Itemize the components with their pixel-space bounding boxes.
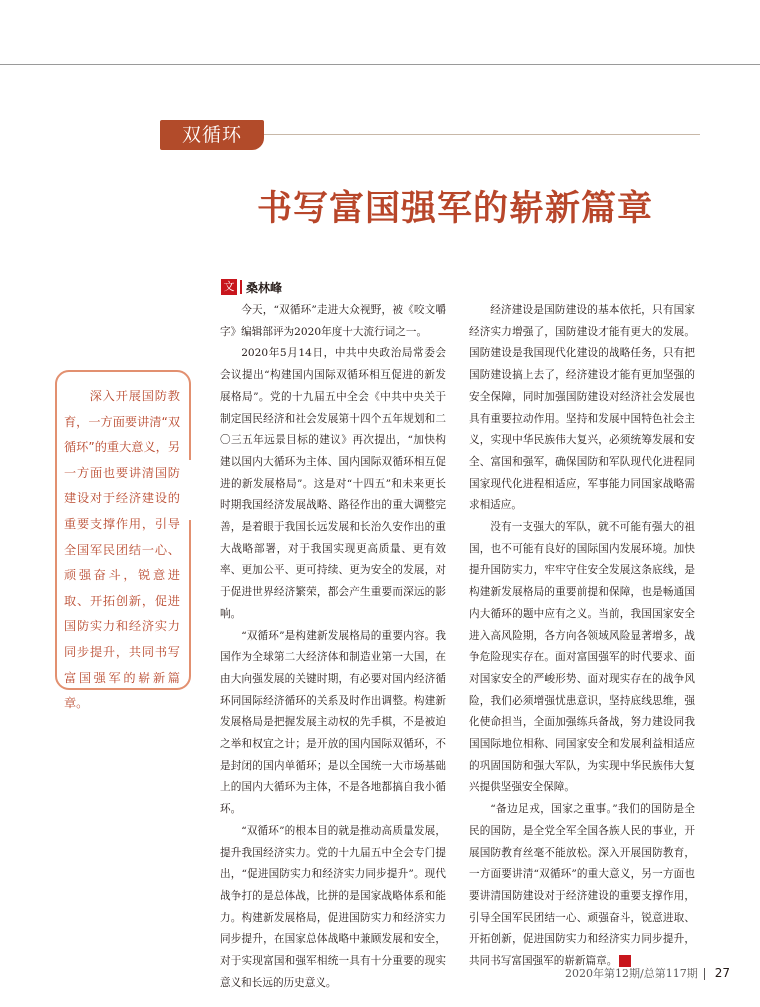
paragraph: 今天，“双循环”走进大众视野，被《咬文嚼字》编辑部评为2020年度十大流行词之一。 — [220, 304, 446, 338]
page-footer: 2020年第12期/总第117期 27 — [565, 966, 730, 980]
paragraph: 经济建设是国防建设的基本依托，只有国家经济实力增强了，国防建设才能有更大的发展。国防建设是我国现代化建设的战略任务，只有把国防建设搞上去了，经济建设才能有更加坚强的安全保障，同时加强国防建设对经济社会发展也具有重要拉动作用。坚持和发展中国特色社会主义，实现中华民族伟大复兴，必须统筹发展和安全、富国和强军，确保国防和军队现代化进程同国家现代化进程相适应，军事能力同国家战略需求相适应。 — [469, 304, 695, 512]
byline — [221, 278, 282, 296]
paragraph: 2020年5月14日，中共中央政治局常委会会议提出“构建国内国际双循环相互促进的新发展格局”。党的十九届五中全会《中共中央关于制定国民经济和社会发展第十四个五年规划和二〇三五年远景目标的建议》再次提出，“加快构建以国内大循环为主体、国内国际双循环相互促进的新发展格局”。这是对“十四五”和未来更长时期我国经济发展战略、路径作出的重大调整完善，是着眼于我国长远发展和长治久安作出的重大战略部署，对于我国实现更高质量、更有效率、更加公平、更可持续、更为安全的发展，对于促进世界经济繁荣，都会产生重要而深远的影响。 — [220, 347, 446, 620]
end-mark-icon: G — [619, 955, 631, 967]
footer-divider — [704, 968, 705, 980]
issue-number: 2020年第12期 — [565, 967, 640, 980]
pull-quote-notch — [184, 460, 196, 520]
author-name: 桑林峰 — [246, 280, 283, 295]
article-title: 书写富国强军的崭新篇章 — [256, 189, 653, 229]
page-number: 27 — [714, 966, 730, 980]
paragraph: “双循环”是构建新发展格局的重要内容。我国作为全球第二大经济体和制造业第一大国，在由大向强发展的关键时期，有必要对国内经济循环同国际经济循环的关系及时作出调整。构建新发展格局是把握发展主动权的先手棋，不是被迫之举和权宜之计；是开放的国内国际双循环，不是封闭的国内单循环；是以全国统一大市场基础上的国内大循环为主体，不是各地都搞自我小循环。 — [220, 629, 446, 816]
paragraph: “双循环”的根本目的就是推动高质量发展，提升我国经济实力。党的十九届五中全会专门提出，“促进国防实力和经济实力同步提升”。现代战争打的是总体战，比拼的是国家战略体系和能力。构建新发展格局，促进国防实力和经济实力同步提升，在国家总体战略中兼顾发展和安全，对于实现富国和强军相统一具有十分重要的现实意义和长远的历史意义。 — [220, 824, 446, 989]
paragraph: 没有一支强大的军队，就不可能有强大的祖国，也不可能有良好的国际国内发展环境。加快提升国防实力，牢牢守住安全发展这条底线，是构建新发展格局的重要前提和保障，也是畅通国内大循环的题中应有之义。当前，我国国家安全进入高风险期，各方向各领域风险显著增多，战争危险现实存在。面对富国强军的时代要求、面对国家安全的严峻形势、面对现实存在的战争风险，我们必须增强忧患意识，坚持底线思维，强化使命担当，全面加强练兵备战，努力建设同我国国际地位相称、同国家安全和发展利益相适应的巩固国防和强大军队，为实现中华民族伟大复兴提供坚强安全保障。 — [469, 521, 695, 794]
section-divider — [264, 134, 700, 135]
right-column — [469, 300, 695, 973]
pull-quote-text: 深入开展国防教育，一方面要讲清“双循环”的重大意义，另一方面也要讲清国防建设对于经济建设的重要支撑作用，引导全国军民团结一心、顽强奋斗，锐意进取、开拓创新，促进国防实力和经济实力同步提升，共同书写富国强军的崭新篇章。 — [64, 389, 181, 711]
byline-divider — [240, 280, 242, 294]
last-paragraph — [469, 799, 695, 973]
left-column — [220, 300, 446, 995]
section-tag: 双循环 — [160, 120, 264, 150]
author-mark-icon: 文 — [221, 279, 237, 295]
header-rule — [0, 64, 760, 65]
paragraph-text: “备边足戎，国家之重事。”我们的国防是全民的国防，是全党全军全国各族人民的事业，开展国防教育丝毫不能放松。深入开展国防教育，一方面要讲清“双循环”的重大意义，另一方面也要讲清国防建设对于经济建设的重要支撑作用，引导全国军民团结一心、顽强奋斗，锐意进取、开拓创新，促进国防实力和经济实力同步提升，共同书写富国强军的崭新篇章。 — [469, 803, 695, 968]
total-issue-number: 总第117期 — [643, 967, 698, 980]
